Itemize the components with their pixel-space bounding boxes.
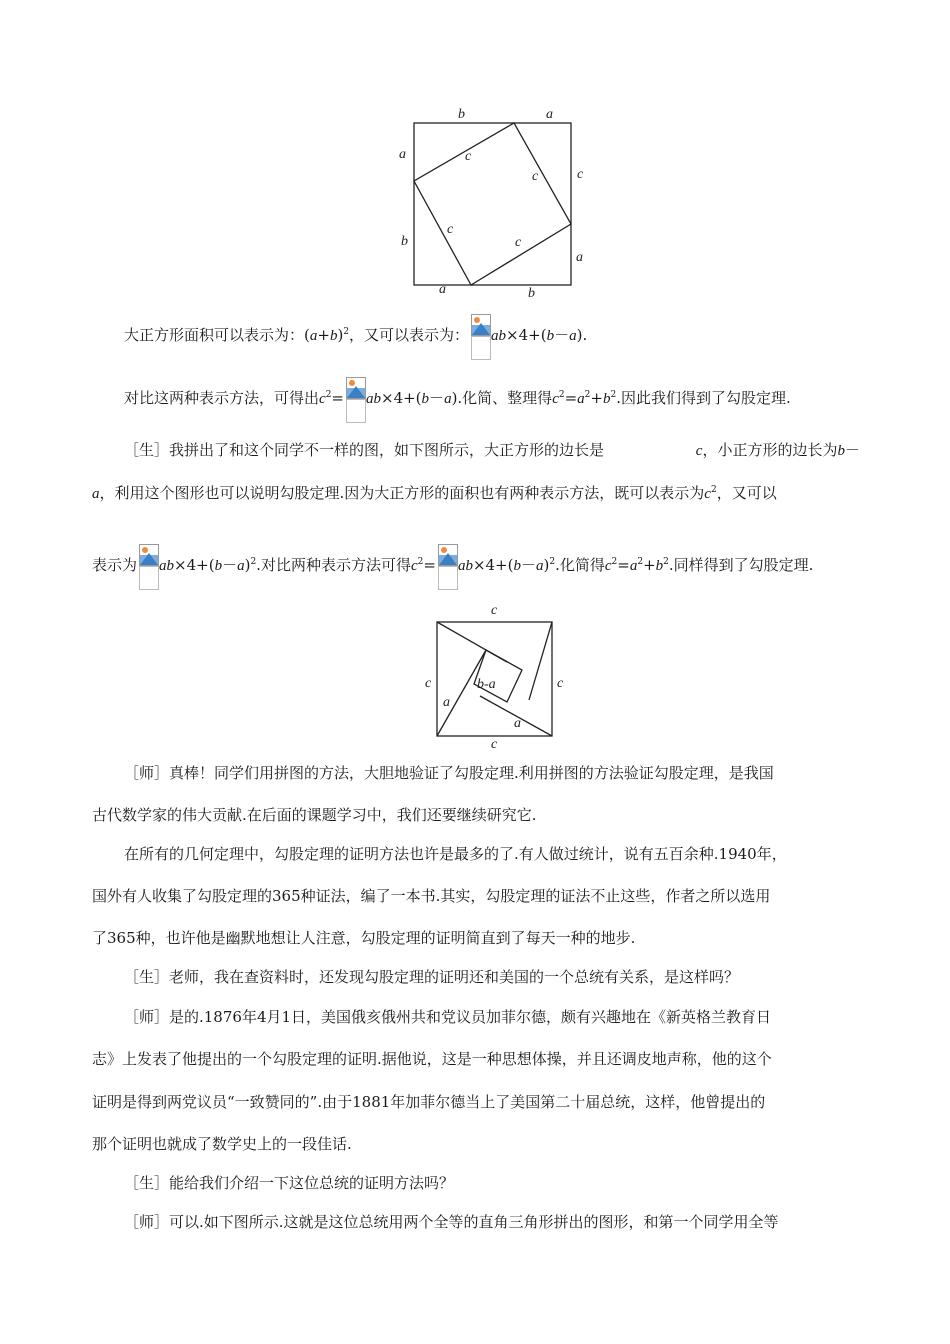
fraction-image	[345, 377, 365, 421]
superscript: 2	[549, 557, 556, 567]
text: ).化简、整理得	[451, 389, 553, 407]
text: ).	[576, 326, 588, 344]
superscript: 2	[610, 390, 617, 400]
label-right-a: a	[576, 250, 583, 265]
label-a-bottom: a	[514, 716, 521, 731]
paragraph-student-line2	[92, 483, 858, 504]
label-left-a: a	[399, 147, 406, 162]
text: ×4+(	[174, 556, 215, 574]
var: a	[92, 486, 100, 502]
text: =	[617, 556, 630, 574]
figure2-svg	[420, 598, 580, 753]
label-inner-c-right: c	[532, 169, 539, 184]
text: －	[844, 441, 860, 459]
superscript: 2	[250, 557, 257, 567]
paragraph-student-line3	[92, 544, 813, 588]
var: b	[655, 558, 664, 574]
paragraph-area-expressions	[124, 314, 587, 358]
var: a	[629, 558, 638, 574]
text: 证明是得到两党议员“一致赞同的”.由于1881年加菲尔德当上了美国第二十届总统，这样，他曾提出的	[92, 1093, 766, 1111]
fraction-denominator-box	[139, 566, 159, 590]
paragraph-teacher-1-line2	[92, 805, 537, 825]
text: 了365种，也许他是幽默地想让人注意，勾股定理的证明简直到了每天一种的地步.	[92, 929, 636, 947]
text: ×4+(	[506, 326, 547, 344]
justify-row	[124, 440, 860, 461]
fraction-image	[138, 544, 158, 588]
var: c	[604, 558, 612, 574]
inner-square	[414, 123, 571, 285]
paragraph-student-question	[124, 967, 739, 987]
justify-row	[92, 483, 858, 504]
label-top-a: a	[546, 107, 553, 122]
text: =	[423, 556, 436, 574]
paragraph-compare-expressions	[124, 377, 791, 421]
var: ab	[491, 328, 507, 344]
var: ab	[159, 558, 175, 574]
paragraph-teacher-2-line1	[124, 1007, 771, 1027]
text: 国外有人收集了勾股定理的365种证法，编了一本书.其实，勾股定理的证法不止这些，作者之所以选用	[92, 887, 771, 905]
text: ，小正方形的边长为	[702, 441, 838, 459]
triangle-edge-4	[437, 650, 486, 736]
label-top-c: c	[491, 603, 498, 618]
var: b	[602, 391, 611, 407]
var: c	[552, 391, 559, 407]
text: 那个证明也就成了数学史上的一段佳话.	[92, 1135, 352, 1153]
text: )	[337, 326, 344, 344]
text: .化简得	[555, 556, 605, 574]
var: c	[704, 486, 711, 502]
text: ，利用这个图形也可以说明勾股定理.因为大正方形的面积也有两种表示方法，既可以表示为	[99, 484, 705, 502]
text-group	[696, 440, 860, 461]
text: +	[590, 389, 603, 407]
paragraph-teacher-2-line3	[92, 1092, 765, 1112]
var: a	[577, 391, 585, 407]
text: )	[543, 556, 550, 574]
superscript: 2	[611, 557, 618, 567]
text: =	[564, 389, 578, 407]
text: ［生］我拼出了和这个同学不一样的图，如下图所示，大正方形的边长是	[124, 441, 605, 459]
var: b	[329, 328, 338, 344]
superscript: 2	[343, 327, 350, 337]
broken-image-icon	[346, 377, 366, 399]
label-inner-c-left: c	[447, 222, 454, 237]
superscript: 2	[584, 390, 591, 400]
label-inner-c-bottom: c	[515, 235, 522, 250]
label-a-left: a	[443, 695, 450, 710]
text: ，又可以表示为：	[349, 326, 470, 344]
text: 大正方形面积可以表示为：(	[124, 326, 310, 344]
superscript: 2	[558, 390, 565, 400]
label-left-c: c	[425, 676, 432, 691]
text: ［师］可以.如下图所示.这就是这位总统用两个全等的直角三角形拼出的图形，和第一个同学用全等	[124, 1213, 779, 1231]
paragraph-teacher-2-line4	[92, 1134, 352, 1154]
var: b	[421, 391, 430, 407]
label-left-b: b	[401, 234, 408, 249]
var: c	[695, 443, 703, 459]
paragraph-teacher-3-line1	[124, 1212, 779, 1232]
fraction-denominator-box	[346, 399, 366, 423]
paragraph-student-line1	[124, 440, 860, 461]
var: a	[536, 558, 544, 574]
var: c	[319, 391, 326, 407]
text: ［生］能给我们介绍一下这位总统的证明方法吗？	[124, 1174, 455, 1192]
text: ×4+(	[381, 389, 422, 407]
fraction-denominator-box	[438, 566, 458, 590]
figure-square-proof-1	[392, 100, 592, 305]
text: +	[317, 326, 330, 344]
superscript: 2	[417, 557, 424, 567]
label-right-c: c	[577, 167, 584, 182]
text: ×4+(	[472, 556, 514, 574]
label-bottom-b: b	[528, 286, 535, 301]
var: c	[410, 558, 418, 574]
var: a	[309, 328, 318, 344]
text: ［生］老师，我在查资料时，还发现勾股定理的证明还和美国的一个总统有关系，是这样吗？	[124, 968, 740, 986]
var: a	[569, 328, 577, 344]
text: ，又可以	[716, 484, 777, 502]
broken-image-icon	[471, 314, 491, 336]
label-b-minus-a: b-a	[477, 677, 496, 692]
broken-image-icon	[139, 544, 159, 566]
paragraph-student-ask	[124, 1173, 454, 1193]
var: ab	[366, 391, 381, 407]
paragraph-teacher-1-line1	[124, 763, 774, 783]
outer-square	[414, 123, 571, 285]
text: 古代数学家的伟大贡献.在后面的课题学习中，我们还要继续研究它.	[92, 806, 537, 824]
triangle-edge-2	[529, 622, 552, 700]
text: 在所有的几何定理中，勾股定理的证明方法也许是最多的了.有人做过统计，说有五百余种.1940年，	[124, 845, 787, 863]
broken-image-icon	[438, 544, 458, 566]
text: －	[554, 326, 570, 344]
figure1-svg	[392, 100, 592, 305]
text: .因此我们得到了勾股定理.	[616, 389, 791, 407]
fraction-denominator-box	[471, 336, 491, 360]
paragraph-history-line2	[92, 886, 770, 906]
text: －	[222, 556, 238, 574]
var: a	[444, 391, 452, 407]
label-bottom-a: a	[439, 282, 446, 297]
label-inner-c-top: c	[465, 149, 472, 164]
label-right-c: c	[557, 676, 564, 691]
text: 志》上发表了他提出的一个勾股定理的证明.据他说，这是一种思想体操，并且还调皮地声称，他的这个	[92, 1050, 772, 1068]
text: .同样得到了勾股定理.	[668, 556, 814, 574]
label-top-b: b	[458, 107, 465, 122]
text: ［师］是的.1876年4月1日，美国俄亥俄州共和党议员加菲尔德，颇有兴趣地在《新英格兰教育日	[124, 1008, 772, 1026]
text: －	[520, 556, 536, 574]
fraction-image	[470, 314, 490, 358]
text: =	[331, 389, 344, 407]
var: a	[237, 558, 245, 574]
superscript: 2	[325, 390, 332, 400]
text: .对比两种表示方法可得	[256, 556, 411, 574]
text: 对比这两种表示方法，可得出	[124, 389, 320, 407]
text: ［师］真棒！同学们用拼图的方法，大胆地验证了勾股定理.利用拼图的方法验证勾股定理，是我国	[124, 764, 774, 782]
var: ab	[457, 558, 473, 574]
paragraph-history-line1	[124, 844, 787, 864]
paragraph-history-line3	[92, 928, 635, 948]
text: +	[643, 556, 656, 574]
superscript: 2	[663, 557, 669, 567]
fraction-image	[437, 544, 457, 588]
var: b	[546, 328, 555, 344]
figure-square-proof-2	[420, 598, 580, 753]
label-bottom-c: c	[491, 737, 498, 752]
text: )	[244, 556, 251, 574]
superscript: 2	[637, 557, 644, 567]
text: 表示为	[92, 556, 138, 574]
paragraph-teacher-2-line2	[92, 1049, 772, 1069]
text: －	[429, 389, 445, 407]
text-group: a，利用这个图形也可以说明勾股定理.因为大正方形的面积也有两种表示方法，既可以表示为c2，又可以	[92, 484, 777, 502]
var: b	[837, 443, 845, 459]
var: b	[214, 558, 223, 574]
var: b	[513, 558, 521, 574]
